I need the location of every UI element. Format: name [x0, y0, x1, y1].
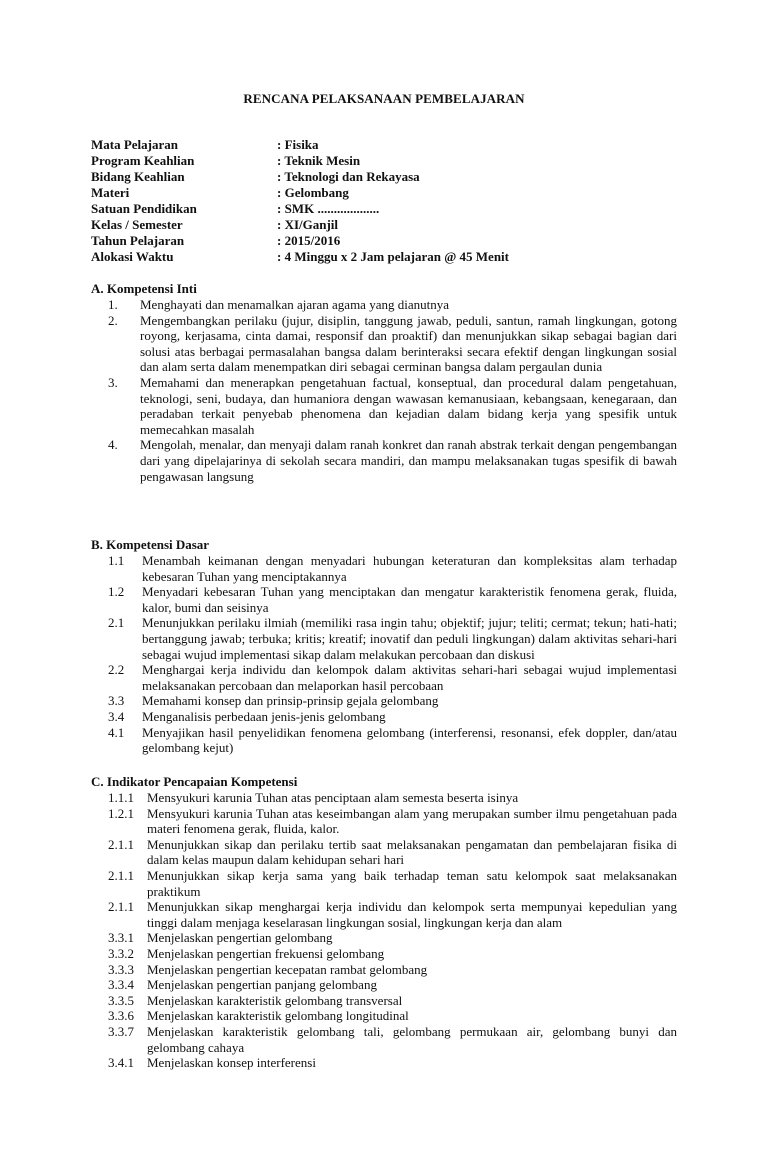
list-item: [91, 977, 677, 993]
section-heading-indikator: C. Indikator Pencapaian Kompetensi: [91, 774, 298, 789]
kompetensi-inti-list: [91, 297, 677, 484]
list-item: [91, 437, 677, 484]
meta-row: [91, 153, 691, 169]
list-item: [91, 1024, 677, 1055]
item-text: Menambah keimanan dengan menyadari hubungan keteraturan dan kompleksitas alam terhadap kebesaran Tuhan yang menciptakannya: [142, 553, 677, 584]
meta-label: Alokasi Waktu: [91, 249, 174, 264]
item-number: 1.: [108, 297, 118, 312]
item-text: Menjelaskan konsep interferensi: [147, 1055, 316, 1071]
item-text: Menjelaskan karakteristik gelombang tali, gelombang permukaan air, gelombang bunyi dan gelombang cahaya: [147, 1023, 677, 1055]
list-item: [91, 837, 677, 868]
item-text: Menjelaskan pengertian kecepatan rambat gelombang: [147, 961, 428, 977]
meta-value: : Teknik Mesin: [277, 153, 361, 168]
list-item: [91, 584, 677, 615]
list-item: [91, 693, 677, 709]
kompetensi-dasar-list: [91, 553, 677, 756]
item-text: Menjelaskan karakteristik gelombang transversal: [147, 992, 403, 1008]
item-text: Mensyukuri karunia Tuhan atas penciptaan alam semesta beserta isinya: [147, 790, 519, 805]
item-number: 4.1: [108, 724, 125, 740]
meta-value: : 4 Minggu x 2 Jam pelajaran @ 45 Menit: [277, 249, 509, 264]
document-title: RENCANA PELAKSANAAN PEMBELAJARAN: [243, 91, 525, 106]
meta-value: : Fisika: [277, 137, 319, 152]
item-text: Memahami konsep dan prinsip-prinsip gejala gelombang: [142, 693, 439, 709]
meta-row: [91, 169, 691, 185]
item-text: Menghargai kerja individu dan kelompok dalam aktivitas sehari-hari sebagai wujud implementasi melaksanakan percobaan dan melaporkan hasil percobaan: [142, 662, 677, 693]
list-item: [91, 868, 677, 899]
item-number: 3.: [108, 374, 118, 390]
item-text: Menjelaskan pengertian gelombang: [147, 930, 333, 946]
list-item: [91, 806, 677, 837]
item-number: 3.3.4: [108, 977, 134, 993]
item-text: Menyadari kebesaran Tuhan yang menciptakan dan mengatur karakteristik fenomena gerak, fluida, kalor, bumi dan seisinya: [142, 584, 677, 615]
meta-label: Satuan Pendidikan: [91, 201, 197, 216]
meta-label: Program Keahlian: [91, 153, 195, 168]
item-text: Menjelaskan pengertian frekuensi gelombang: [147, 945, 385, 961]
item-number: 1.1: [108, 553, 125, 568]
meta-label: Mata Pelajaran: [91, 137, 179, 152]
item-number: 3.3.1: [108, 930, 134, 946]
meta-label: Materi: [91, 185, 130, 200]
item-number: 3.3: [108, 693, 125, 709]
section-heading-kompetensi-inti: A. Kompetensi Inti: [91, 281, 197, 296]
meta-row: [91, 137, 691, 153]
item-number: 3.3.7: [108, 1023, 134, 1039]
meta-label: Tahun Pelajaran: [91, 233, 185, 248]
item-text: Mengolah, menalar, dan menyaji dalam ranah konkret dan ranah abstrak terkait dengan pengembangan dari yang dipelajarinya di sekolah secara mandiri, dan mampu melaksanakan tugas spesifik di bawah pengawasan langsung: [140, 437, 677, 484]
item-text: Menunjukkan perilaku ilmiah (memiliki rasa ingin tahu; objektif; jujur; teliti; cermat; tekun; hati-hati; bertanggung jawab; terbuka; kritis; kreatif; inovatif dan peduli lingkungan) dalam aktivitas sehari-hari sebagai wujud implementasi sikap dalam melakukan percobaan dan diskusi: [142, 615, 677, 662]
meta-value: : Gelombang: [277, 185, 349, 200]
item-text: Mengembangkan perilaku (jujur, disiplin, tanggung jawab, peduli, santun, ramah lingkungan, gotong royong, kerjasama, cinta damai, responsif dan proaktif) dan menunjukkan sikap sebagai bagian dari solusi atas berbagai permasalahan bangsa dalam berinteraksi secara efektif dengan lingkungan sosial dan alam serta dalam menempatkan diri sebagai cerminan bangsa dalam pergaulan dunia: [140, 312, 677, 375]
list-item: [91, 313, 677, 375]
item-number: 3.3.5: [108, 992, 134, 1008]
meta-row: [91, 233, 691, 249]
meta-value: : Teknologi dan Rekayasa: [277, 169, 420, 184]
item-number: 3.3.2: [108, 945, 134, 961]
item-text: Memahami dan menerapkan pengetahuan factual, konseptual, dan procedural dalam pengetahuan, teknologi, seni, budaya, dan humaniora dengan wawasan kemanusiaan, kebangsaan, kenegaraan, dan peradaban terkait penyebab phenomena dan kejadian dalam bidang kerja yang spesifik untuk memecahkan masalah: [140, 374, 677, 437]
list-item: [91, 946, 677, 962]
list-item: [91, 297, 677, 313]
item-number: 2.1.1: [108, 899, 134, 915]
indikator-list: [91, 790, 677, 1071]
item-number: 3.4: [108, 708, 125, 724]
list-item: [91, 375, 677, 437]
list-item: [91, 1055, 677, 1071]
list-item: [91, 615, 677, 662]
item-text: Menjelaskan pengertian panjang gelombang: [147, 977, 377, 993]
item-text: Mensyukuri karunia Tuhan atas keseimbangan alam yang merupakan sumber ilmu pengetahuan pada materi fenomena gerak, fluida, kalor.: [147, 805, 677, 837]
item-number: 4.: [108, 437, 118, 453]
list-item: [91, 725, 677, 756]
item-number: 2.1: [108, 615, 125, 631]
list-item: [91, 930, 677, 946]
item-text: Menunjukkan sikap dan perilaku tertib saat melaksanakan pengamatan dan pembelajaran fisika di dalam kelas maupun dalam kehidupan sehari hari: [147, 836, 677, 868]
list-item: [91, 899, 677, 930]
item-number: 2.1.1: [108, 867, 134, 883]
item-number: 2.: [108, 312, 118, 328]
meta-value: : XI/Ganjil: [277, 217, 339, 232]
meta-label: Kelas / Semester: [91, 217, 183, 232]
list-item: [91, 993, 677, 1009]
item-text: Menunjukkan sikap kerja sama yang baik terhadap teman satu kelompok saat melaksanakan praktikum: [147, 867, 677, 899]
item-number: 1.2: [108, 584, 125, 600]
meta-value: : SMK ...................: [277, 201, 380, 216]
meta-row: [91, 249, 691, 265]
list-item: [91, 1008, 677, 1024]
item-text: Menjelaskan karakteristik gelombang longitudinal: [147, 1008, 409, 1024]
item-number: 1.1.1: [108, 790, 134, 805]
item-number: 1.2.1: [108, 805, 134, 821]
section-heading-kompetensi-dasar: B. Kompetensi Dasar: [91, 537, 210, 552]
list-item: [91, 790, 677, 806]
item-text: Menyajikan hasil penyelidikan fenomena gelombang (interferensi, resonansi, efek doppler, dan/atau gelombang kejut): [142, 724, 677, 756]
meta-label: Bidang Keahlian: [91, 169, 185, 184]
item-text: Menghayati dan menamalkan ajaran agama yang dianutnya: [140, 297, 449, 312]
identity-table: [91, 137, 691, 265]
item-number: 2.2: [108, 662, 125, 678]
item-number: 3.4.1: [108, 1055, 134, 1071]
item-text: Menunjukkan sikap menghargai kerja individu dan kelompok serta mempunyai kepedulian yang tinggi dalam menjaga keselarasan lingkungan sosial, lingkungan kerja dan alam: [147, 899, 677, 930]
meta-row: [91, 185, 691, 201]
list-item: [91, 662, 677, 693]
meta-row: [91, 201, 691, 217]
list-item: [91, 553, 677, 584]
item-number: 2.1.1: [108, 836, 134, 852]
list-item: [91, 962, 677, 978]
item-number: 3.3.6: [108, 1008, 134, 1024]
item-text: Menganalisis perbedaan jenis-jenis gelombang: [142, 708, 386, 724]
meta-value: : 2015/2016: [277, 233, 341, 248]
item-number: 3.3.3: [108, 961, 134, 977]
list-item: [91, 709, 677, 725]
meta-row: [91, 217, 691, 233]
